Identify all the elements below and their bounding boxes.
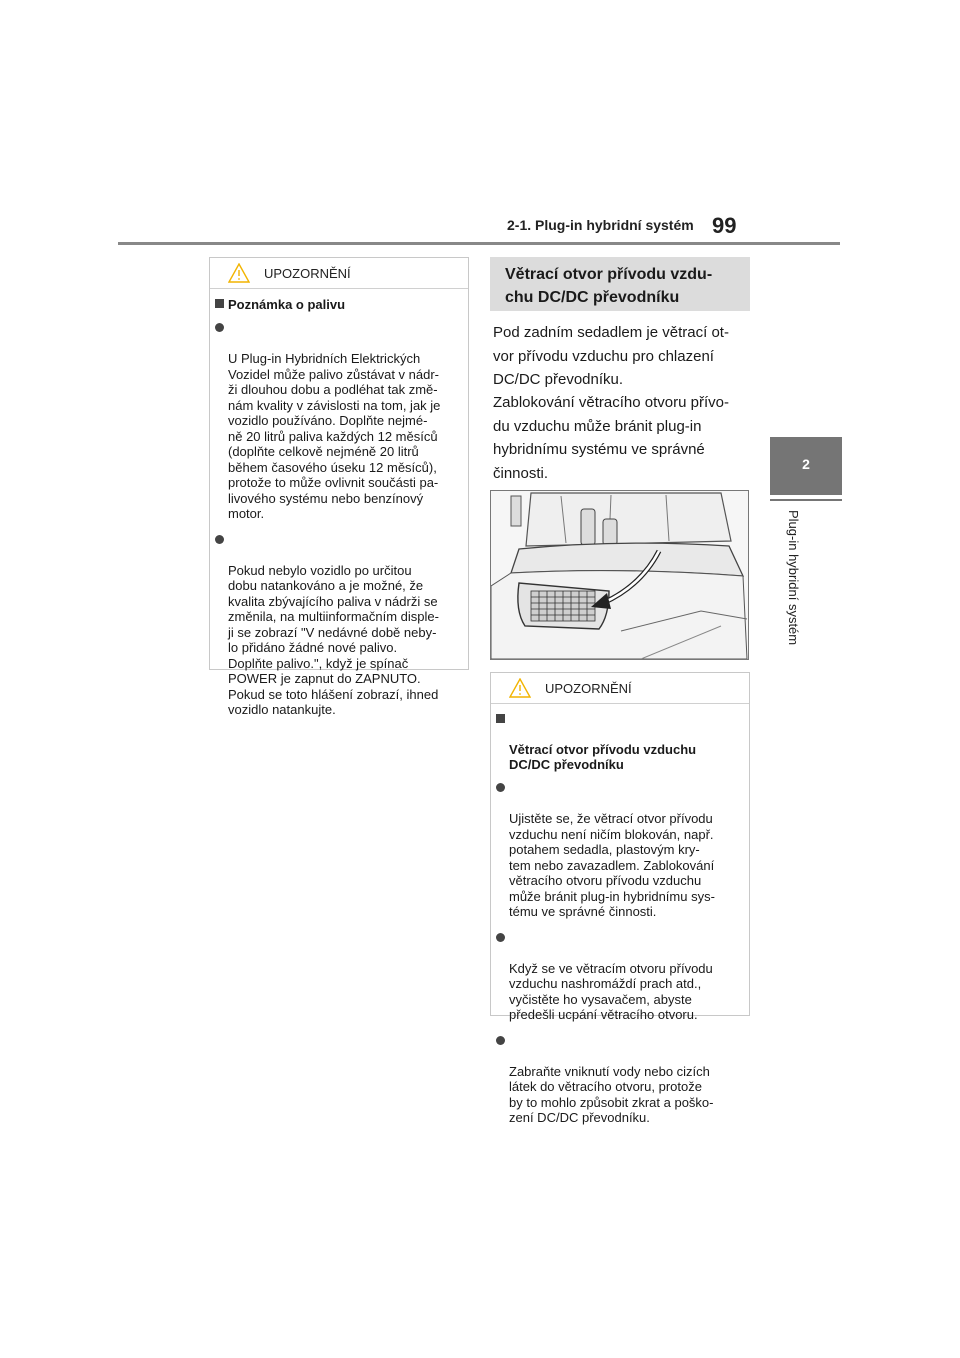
warning-box-fuel <box>209 257 469 717</box>
warning-subheading: Poznámka o palivu <box>215 297 468 312</box>
warning-box-vent <box>490 672 750 1125</box>
warning-triangle-icon <box>228 263 250 283</box>
section-title: 2-1. Plug-in hybridní systém <box>507 217 694 233</box>
warning-bullet: Pokud nebylo vozidlo po určitou dobu natankováno a je možné, že kvalita zbývajícího paliva v nádrži se změnila, na multiinformačním disple- ji se zobrazí "V nedávné době neby- lo přidáno žádné nové palivo. Doplňte palivo.", když je spínač POWER je zapnut do ZAPNUTO. Pokud se toto hlášení zobrazí, ihned vozidlo natankujte. <box>215 532 462 718</box>
chapter-tab <box>770 437 842 495</box>
header-rule <box>118 242 840 245</box>
rear-seat-vent-image <box>491 491 748 659</box>
warning-header <box>491 673 749 704</box>
warning-label: UPOZORNĚNÍ <box>545 681 632 696</box>
warning-label: UPOZORNĚNÍ <box>264 266 351 281</box>
square-bullet-icon <box>496 714 505 723</box>
section-heading: Větrací otvor přívodu vzdu- chu DC/DC převodníku <box>490 257 750 311</box>
warning-bullet: Zabraňte vniknutí vody nebo cizích látek do větracího otvoru, protože by to mohlo způsobit zkrat a poško- zení DC/DC převodníku. <box>496 1033 743 1126</box>
warning-bullet: Ujistěte se, že větrací otvor přívodu vzduchu není ničím blokován, např. potahem sedadla, plastovým kry- tem nebo zavazadlem. Zablokování větracího otvoru přívodu vzduchu může bránit plug-in hybridnímu sys- tému ve správné činnosti. <box>496 780 743 920</box>
square-bullet-icon <box>215 299 224 308</box>
chapter-number: 2 <box>802 456 810 472</box>
round-bullet-icon <box>215 323 224 332</box>
chapter-title-vertical <box>786 510 812 670</box>
warning-bullet: Když se ve větracím otvoru přívodu vzduchu nashromáždí prach atd., vyčistěte ho vysavačem, abyste předešli ucpání větracího otvoru. <box>496 930 743 1023</box>
warning-triangle-icon <box>509 678 531 698</box>
round-bullet-icon <box>496 933 505 942</box>
round-bullet-icon <box>496 783 505 792</box>
body-paragraph: Zablokování větracího otvoru přívo- du vzduchu může bránit plug-in hybridnímu systému ve správné činnosti. <box>493 394 729 482</box>
round-bullet-icon <box>496 1036 505 1045</box>
vent-illustration <box>490 490 749 660</box>
page-number: 99 <box>712 213 737 238</box>
round-bullet-icon <box>215 535 224 544</box>
chapter-tab-rule <box>770 499 842 501</box>
chapter-title: Plug-in hybridní systém <box>786 510 801 646</box>
body-paragraph: Pod zadním sedadlem je větrací ot- vor přívodu vzduchu pro chlazení DC/DC převodníku. <box>493 324 729 388</box>
warning-bullet: U Plug-in Hybridních Elektrických Vozidel může palivo zůstávat v nádr- ži dlouhou dobu a podléhat tak změ- nám kvality v závislosti na tom, jak je vozidlo používáno. Doplňte nejmé- ně 20 litrů paliva každých 12 měsíců (doplňte celkově nejméně 20 litrů během časového úseku 12 měsíců), protože to může ovlivnit součásti pa- livového systému nebo benzínový motor. <box>215 320 462 522</box>
warning-header <box>210 258 468 289</box>
warning-subheading: Větrací otvor přívodu vzduchu DC/DC převodníku <box>496 712 749 772</box>
